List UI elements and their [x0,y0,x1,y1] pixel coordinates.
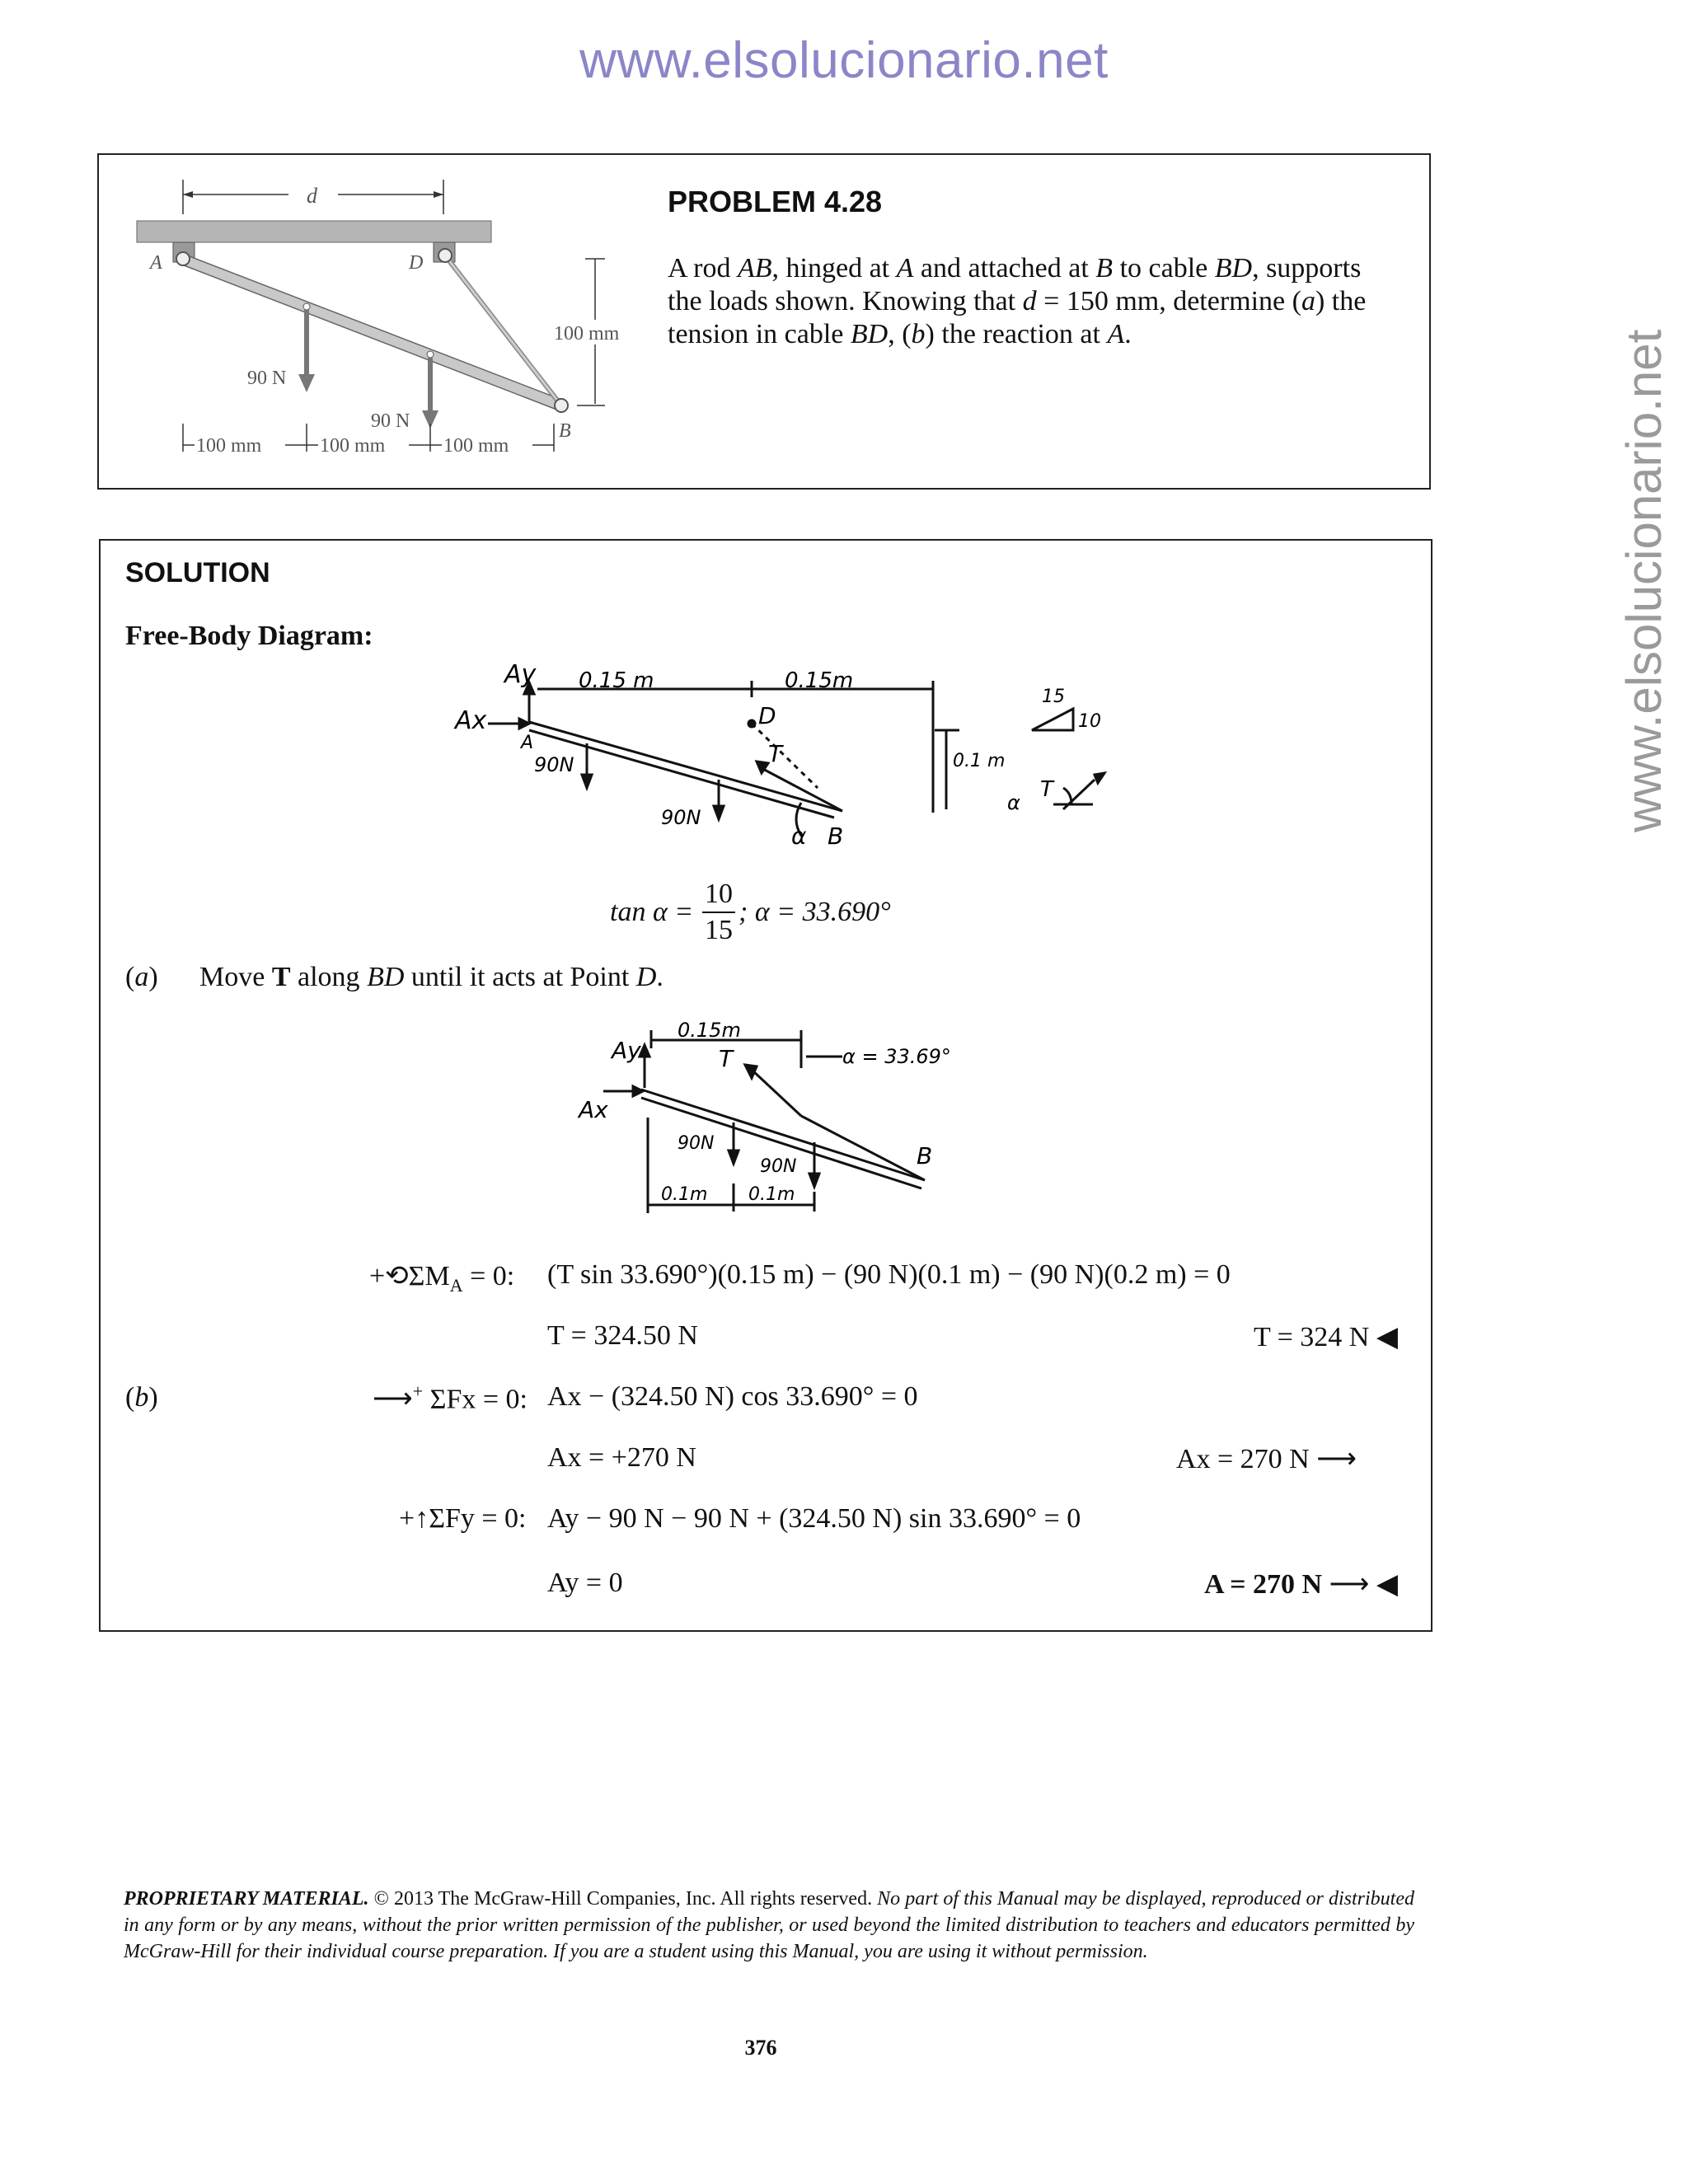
fbd1-label-Ay: Ay [504,660,537,689]
A-answer: A = 270 N ⟶ ◀ [1203,1569,1398,1600]
fx-equation-label: ⟶+ ΣFx = 0: [373,1381,528,1415]
up-sign-icon: +↑ [399,1503,429,1534]
copyright-footer: PROPRIETARY MATERIAL. © 2013 The McGraw-Hill Companies, Inc. All rights reserved. No part of this Manual may be displayed, reproduced or distributed in any form or by any means, without the prior written permission of the publisher, or used beyond the limited distribution to teachers and educators permitted by McGraw-Hill for their individual course preparation. If you are a student using this Manual, you are using it without permission. [124,1888,1414,1962]
fbd1-tri-15: 15 [1042,687,1065,707]
Ax-answer: Ax = 270 N ⟶ [1175,1444,1357,1474]
fbd2-label-B: B [917,1142,933,1169]
figure-label-B: B [559,420,571,442]
fy-equation-label: +↑ΣFy = 0: [399,1503,527,1534]
answer-marker-icon: ◀ [1376,1322,1398,1352]
fbd1-label-d1: 0.15 m [579,668,654,693]
fbd1-label-B: B [828,823,844,850]
solution-box: SOLUTION Free-Body Diagram: Ay Ax A 0.15 m 0.15m D 90N 90N T 0.1 m B α 15 10 T α tan α = 10 15 ; α = 33.690° (a) Move T along BD until it acts at Point D. Ay Ax 0.15m T α = 33.69° 90N 90N B 0.1m 0.1m $+⟲\Sigma M_A = 0$: (T sin 33.690°)(0.15 m) − (90 N)(0.1 m) − (90 N)(0.2 m) = 0 T = 324.50 N T = 324 N ◀ (b) ⟶+ ΣFx = 0: Ax − (324.50 N) cos 33.690° = 0 Ax = +270 N Ax = 270 N ⟶ +↑ΣFy = 0: Ay − 90 N − 90 N + (324.50 N) sin 33.690° = 0 Ay = 0 A = 270 N ⟶ ◀ [99,539,1432,1632]
fbd1-label-A: A [521,733,534,753]
free-body-diagram-1 [455,660,1101,862]
ccw-sign-icon: +⟲ [369,1261,409,1291]
figure-dim-3: 100 mm [443,435,509,457]
fbd2-label-Ax: Ax [579,1096,608,1123]
figure-label-d: d [307,184,317,208]
page-number: 376 [744,2036,777,2060]
fbd2-label-d1: 0.15m [678,1019,741,1042]
moment-equation: (T sin 33.690°)(0.15 m) − (90 N)(0.1 m) − (90 N)(0.2 m) = 0 [547,1259,1231,1290]
T-value: T = 324.50 N [547,1320,698,1351]
fbd2-label-T: T [719,1045,734,1072]
answer-marker-icon: ◀ [1376,1569,1398,1600]
figure-load-2: 90 N [371,410,410,432]
moment-equation-label: $+⟲\Sigma M_A = 0$: [369,1261,515,1296]
problem-box [97,153,1431,490]
force-triangle [1007,771,1114,854]
right-arrow-icon: ⟶ [1329,1569,1370,1600]
free-body-diagram-2 [562,1019,991,1225]
fbd1-label-d2: 0.15m [785,668,854,693]
figure-dim-1: 100 mm [196,435,262,457]
solution-heading: SOLUTION [125,557,270,588]
part-a-label: (a) [125,962,158,992]
fbd1-tri-T: T [1040,777,1053,802]
fbd1-label-f1: 90N [534,753,574,776]
watermark-side: www.elsolucionario.net [1616,329,1672,832]
right-arrow-icon: ⟶ [1316,1444,1357,1474]
fbd2-label-f2: 90N [760,1156,797,1177]
part-a-text: Move T along BD until it acts at Point D. [199,962,663,992]
fbd1-label-T: T [768,740,783,767]
Ay-value: Ay = 0 [547,1568,623,1598]
problem-title: PROBLEM 4.28 [668,185,883,218]
fbd1-label-f2: 90N [661,806,701,829]
fbd-label: Free-Body Diagram: [125,621,373,651]
fx-equation: Ax − (324.50 N) cos 33.690° = 0 [547,1381,918,1412]
problem-figure [124,171,635,485]
T-answer: T = 324 N ◀ [1253,1322,1398,1352]
figure-label-D: D [409,252,424,274]
right-sign-icon: ⟶+ [373,1381,424,1415]
fbd1-label-h: 0.1 m [953,751,1006,771]
fbd2-label-d3: 0.1m [748,1184,795,1205]
fbd1-label-Ax: Ax [455,706,487,735]
fbd1-label-D: D [758,702,776,729]
fbd1-label-alpha: α [791,823,807,850]
fbd2-label-alpha: α = 33.69° [842,1045,951,1068]
fbd1-tri-alpha: α [1007,791,1020,814]
figure-load-1: 90 N [247,368,287,389]
figure-dim-height: 100 mm [554,323,620,344]
part-b-label: (b) [125,1382,158,1413]
fbd2-label-Ay: Ay [612,1037,641,1064]
Ax-value: Ax = +270 N [547,1442,696,1473]
fbd2-label-f1: 90N [678,1133,715,1154]
fbd2-label-d2: 0.1m [661,1184,708,1205]
figure-dim-2: 100 mm [320,435,386,457]
figure-label-A: A [150,252,162,274]
fbd1-tri-10: 10 [1078,711,1101,732]
watermark-top: www.elsolucionario.net [579,32,1109,89]
problem-statement: A rod AB, hinged at A and attached at B to cable BD, supports the loads shown. Knowing that d = 150 mm, determine (a) the tension in cable BD, (b) the reaction at A. [668,253,1367,349]
fy-equation: Ay − 90 N − 90 N + (324.50 N) sin 33.690° = 0 [547,1503,1081,1534]
